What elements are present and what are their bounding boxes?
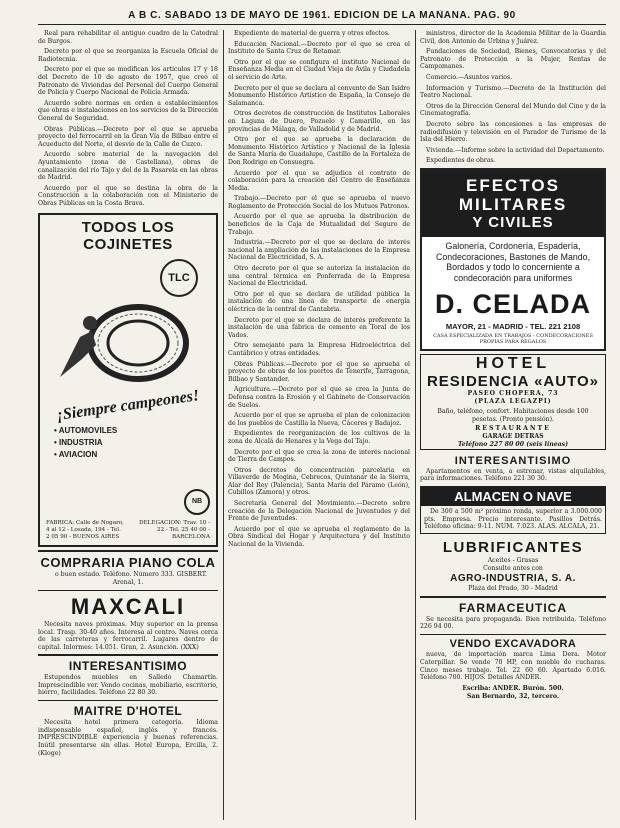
- ad-hotel-text: Baño, teléfono, confort. Habitaciones desde 100 pesetas. (Pronto pensión).: [437, 407, 589, 423]
- paragraph: Otros decretos de concentración parcelaria en Villaverde de Mogina, Cebrecos, Quintanar de la Sierra, Alar del Rey (Palencia), Santa María del Páramo (León), Cubillos (Zamora) y otros.: [228, 466, 410, 497]
- paragraph: Acuerdo sobre normas en orden a establecimientos que obras e instalaciones en los servicios de la Dirección General de Seguridad.: [38, 99, 218, 122]
- ad-lubricantes-line: Consulte antes con: [483, 564, 543, 572]
- ad-piano-title: COMPRARIA PIANO COLA: [40, 554, 216, 570]
- paragraph: Comercio.—Asuntos varios.: [426, 73, 513, 81]
- column-2: [228, 30, 410, 820]
- paragraph: Obras Públicas.—Decreto por el que se aprueba proyecto del ferrocarril en la Gran Vía de Bilbao entre el Acueducto del Norte, el desvío de la Calle de Cuzco.: [38, 125, 218, 148]
- divider: [38, 550, 218, 552]
- ad-hotel: [420, 354, 606, 450]
- divider: [420, 634, 606, 636]
- paragraph: Acuerdo por el que se aprueba la distribución de beneficios de la Caja de Mutualidad del Seguro de Trabajo.: [228, 213, 410, 236]
- paragraph: Decreto por el que se declara de interés preferente la instalación de una fábrica de cemento en Toral de los Vados.: [228, 316, 410, 339]
- ad-lubricantes-sub: Aceites - Grasas: [487, 556, 539, 564]
- ad-farmaceutica-text: Se necesita para propaganda. Bien retribuida. Teléfono 226 94 00.: [420, 615, 606, 631]
- columns: [38, 30, 606, 822]
- ad-cojinetes-slogan: ¡Siempre campeones!: [55, 387, 201, 425]
- paragraph: Otro por el que se configura el instituto Nacional de Enseñanza Media en el Ciudad Vieja de Ávila y Ciudadela el servicio de Arte.: [228, 58, 410, 81]
- divider: [38, 700, 218, 702]
- paragraph: ministros, director de la Academia Militar de la Guardia Civil, don Antonio de Urbina y Juárez.: [420, 30, 606, 45]
- ad-hotel-plaza: (PLAZA LEGAZPI): [474, 398, 552, 406]
- ad-efectos-line3: Y CIVILES: [472, 213, 554, 231]
- list-item: • AVIACION: [54, 450, 98, 460]
- paragraph: Otro semejante para la Empresa Hidroeléctrica del Cantábrico y otras entidades.: [228, 342, 410, 357]
- ad-efectos-address: MAYOR, 21 - MADRID - TEL. 221 2108: [445, 322, 581, 332]
- ad-efectos-line1: EFECTOS: [466, 175, 560, 195]
- paragraph: Industria.—Decreto por el que se declara de interés nacional la ampliación de las instalaciones de la Empresa Nacional de Electricidad, S. A.: [228, 239, 410, 262]
- ad-efectos-body: Galonería, Cordonería, Espadería, Condecoraciones, Bastones de Mando, Bordados y todo lo concerniente a condecoración para uniformes: [435, 240, 591, 283]
- paragraph: Otro por el que se aprueba la declaración de Monumento Histórico Artístico y Nacional de la Iglesia de Santa María de Guadalupe, Castillo de la Fortaleza de Don Rodrigo en Consuegra.: [228, 136, 410, 166]
- paragraph: Expedientes de obras.: [426, 157, 496, 165]
- column-1: [38, 30, 218, 820]
- ad-lubricantes-address: Plaza del Prado, 30 - Madrid: [468, 585, 558, 593]
- ad-excavadora-address: Escriba: ANDER. Burón. 500.: [462, 684, 564, 692]
- paragraph: Otro decreto por el que se autoriza la instalación de una central térmica en Ponferrada de la Empresa Nacional de Electricidad.: [228, 265, 410, 288]
- divider: [420, 596, 606, 598]
- delegation-address: DELEGACION: Trav. 10 - 22 - Tel. 25 40 00 - BARCELONA: [139, 520, 210, 541]
- ad-efectos-line2: MILITARES: [458, 194, 568, 214]
- bearing-illustration-icon: [40, 297, 210, 387]
- ad-cojinetes: [38, 213, 218, 547]
- paragraph: Decreto sobre las concesiones a las empresas de radiodifusión y televisión en el Parador de Turismo de la Isla del Hierro.: [420, 120, 606, 144]
- paragraph: Fundaciones de Sociedad, Bienes, Convocatorias y del Patronato de Protección a la Mujer, Rentas de Campomanes.: [420, 48, 606, 71]
- ad-hotel-title: HOTEL: [475, 355, 551, 373]
- paragraph: Educación Nacional.—Decreto por el que se crea el Instituto de Santa Cruz de Retamar.: [228, 40, 410, 56]
- paragraph: Otro por el que se declara de utilidad pública la instalación de una línea de transporte de energía eléctrica de la central de Cantabria.: [228, 290, 410, 313]
- ad-hotel-garage: GARAGE DETRAS: [482, 433, 544, 441]
- paragraph: Trabajo.—Decreto por el que se aprueba el nuevo Reglamento de Protección Social de los Mutuos Patronos.: [228, 195, 410, 210]
- ad-efectos-militares: [420, 168, 606, 351]
- ad-lubricantes-title: LUBRIFICANTES: [442, 538, 584, 556]
- paragraph: Otros de la Dirección General del Mundo del Cine y de la Cinematografía.: [420, 102, 606, 118]
- ad-efectos-name: D. CELADA: [435, 289, 591, 320]
- column-rule: [223, 30, 224, 820]
- paragraph: Acuerdo sobre material de la navegación del Ayuntamiento (zona de Castellana), obras de canalización del río Tajo y del de la Pasarela en las obras de Madrid.: [38, 151, 218, 182]
- paragraph: Expediente de material de guerra y otros efectos.: [234, 30, 390, 37]
- paragraph: Acuerdo por el que se adjudica el contrato de colaboración para la creación del Centro de Enseñanza Media.: [228, 169, 410, 192]
- ad-maitre-title: MAITRE D'HOTEL: [73, 704, 183, 719]
- paragraph: Decreto por el que se crea la zona de interés nacional de Tierra de Campos.: [228, 448, 410, 464]
- nb-seal-icon: NB: [184, 489, 210, 515]
- paragraph: Vivienda.—Informe sobre la actividad del Departamento.: [426, 146, 605, 154]
- factory-address: FABRICA: Calle de Nogaro, 4 al 12 - Losada, 194 - Tel. 2 05 90 - BUENOS AIRES: [46, 520, 124, 541]
- page-header: A B C. SABADO 13 DE MAYO DE 1961. EDICION DE LA MAÑANA. PAG. 90: [38, 10, 606, 25]
- paragraph: Información y Turismo.—Decreto de la Institución del Teatro Nacional.: [420, 84, 606, 100]
- divider: [38, 654, 218, 656]
- list-item: • AUTOMOVILES: [54, 426, 118, 436]
- paragraph: Agricultura.—Decreto por el que se crea la Junta de Defensa contra la Erosión y el Gabinete de Conservación de Suelos.: [228, 386, 410, 409]
- ad-cojinetes-list: [54, 425, 216, 461]
- ad-hotel-restaurant: RESTAURANTE: [475, 425, 551, 433]
- ad-cojinetes-footer: [40, 520, 216, 541]
- ad-hotel-phone: Teléfono 227 80 00 (seis líneas): [457, 441, 569, 449]
- ad-maxcali-text: Necesita naves próximas. Muy superior en la prensa local. Trasp. 30-40 años. Interesa al centro. Naves cerca de las carreteras y ferrocarril. Lugares dentro de capital. Inlormes: 14.051. Gran, 2. Asunción. (XXX): [38, 621, 218, 651]
- ad-piano-text: o buen estado. Teléfono. Número 333. GISBERT. Arenal, 1.: [54, 570, 208, 586]
- divider: [38, 590, 218, 592]
- ad-excavadora-address2: San Bernardo, 32, tercero.: [466, 692, 560, 700]
- column-rule: [415, 30, 416, 820]
- ad-interesantisimo-text: Apartamentos en venta, a estrenar, vistas alquilables, para informaciones. Teléfono 221 30 30.: [420, 467, 606, 483]
- ad-interesantisimo-text: Estupendos muebles en Salledo Chamartín. Imprescindible ver. Vendo cocinas, mobiliario, escritorio, hierro, facilidades. Teléfono 22 80 30.: [38, 673, 218, 697]
- ad-efectos-footer: CASA ESPECIALIZADA EN TRABAJOS - CONDECORACIONES PROPIAS PARA REGALOS: [433, 333, 593, 346]
- ad-lubricantes-firm: AGRO-INDUSTRIA, S. A.: [450, 573, 576, 585]
- ad-efectos-header: [422, 170, 604, 237]
- paragraph: Expedientes de reorganización de los cultivos de la zona de Alcalá de Henares y la Vega del Tajo.: [228, 430, 410, 445]
- tlc-logo-icon: TLC: [160, 259, 198, 297]
- ad-hotel-name: RESIDENCIA «AUTO»: [426, 373, 600, 391]
- paragraph: Decreto por el que se declara al convento de San Isidro Monumento Histórico Artístico de España, la Consejo de Salamanca.: [228, 84, 410, 107]
- ad-maxcali-title: MAXCALI: [70, 594, 186, 620]
- ad-hotel-address: PASEO CHOPERA, 73: [467, 390, 559, 398]
- ad-cojinetes-title: TODOS LOS COJINETES: [81, 219, 175, 254]
- paragraph: Decreto por el que se reorganiza la Escuela Oficial de Radiotecnia.: [38, 48, 218, 63]
- paragraph: Secretaría General del Movimiento.—Decreto sobre creación de la Delegación Nacional de Juventudes y del Frente de Juventudes.: [228, 500, 410, 523]
- ad-interesantisimo-title: INTERESANTISIMO: [454, 454, 572, 467]
- ad-excavadora-title: VENDO EXCAVADORA: [449, 638, 577, 651]
- paragraph: Otros decretos de construcción de Institutos Laborales en Laguna de Duero, Pozuelo y Camarillo, en las provincias de Málaga, de Valladolid y de Madrid.: [228, 110, 410, 133]
- paragraph: Acuerdo por el que se destina la obra de la Construcción a la colaboración con el Ministerio de Obras Públicas en la Costa Brava.: [38, 184, 218, 207]
- paragraph: Acuerdo por el que se aprueba el reglamento de la Obra Sindical del Hogar y Arquitectura y del Instituto Nacional de la Vivienda.: [228, 525, 410, 549]
- ad-maitre-text: Necesita hotel primera categoría. Idioma indispensable español, inglés y francés. IMPRESCINDIBLE experiencia y buenas referencias. Inútil presentarse sin ellas. Hotel Europa, Ercilla, 2. (Kloge): [38, 719, 218, 757]
- paragraph: Real para rehabilitar el antiguo cuadro de la Catedral de Burgos.: [38, 30, 218, 45]
- list-item: • INDUSTRIA: [54, 438, 103, 448]
- ad-excavadora-text: nueva, de importación marca Lima Dera. Motor Caterpillar. Se vende 70 HP, con mueble de cucharas. Cinco meses trabajo. Tel. 22 60 60. Apartado 6.016. Teléfono 700. HIJOS. Detalles ANDER.: [420, 651, 606, 682]
- ad-farmaceutica-title: FARMACEUTICA: [459, 600, 567, 615]
- paragraph: Acuerdo por el que se aprueba el plan de colonización de los pueblos de Castilla la Nueva, Cáceres y Badajoz.: [228, 412, 410, 427]
- ad-almacen-title: ALMACEN O NAVE: [421, 487, 605, 506]
- paragraph: Obras Públicas.—Decreto por el que se aprueba el proyecto de obras de los puertos de Tenerife, Tarragona, Bilbao y Santander.: [228, 360, 410, 383]
- ad-almacen-text: De 300 a 500 m² próximo ronda, superior a 3.000.000 pts. Empresa. Precio interesante. Pasillos Detrás. Teléfono oficina: 9-11. NUM. 7.023. ALAS. ALCALA, 21.: [424, 508, 602, 531]
- ad-almacen: [420, 486, 606, 534]
- column-3: [420, 30, 606, 820]
- ad-interesantisimo-title: INTERESANTISIMO: [68, 658, 188, 673]
- paragraph: Decreto por el que se modifican los artículos 17 y 18 del Decreto de 10 de agosto de 1957, que creó el Patronato de Viviendas del Personal del Cuerpo General de Policía y Cuerpo Nacional de Policía Armada.: [38, 66, 218, 97]
